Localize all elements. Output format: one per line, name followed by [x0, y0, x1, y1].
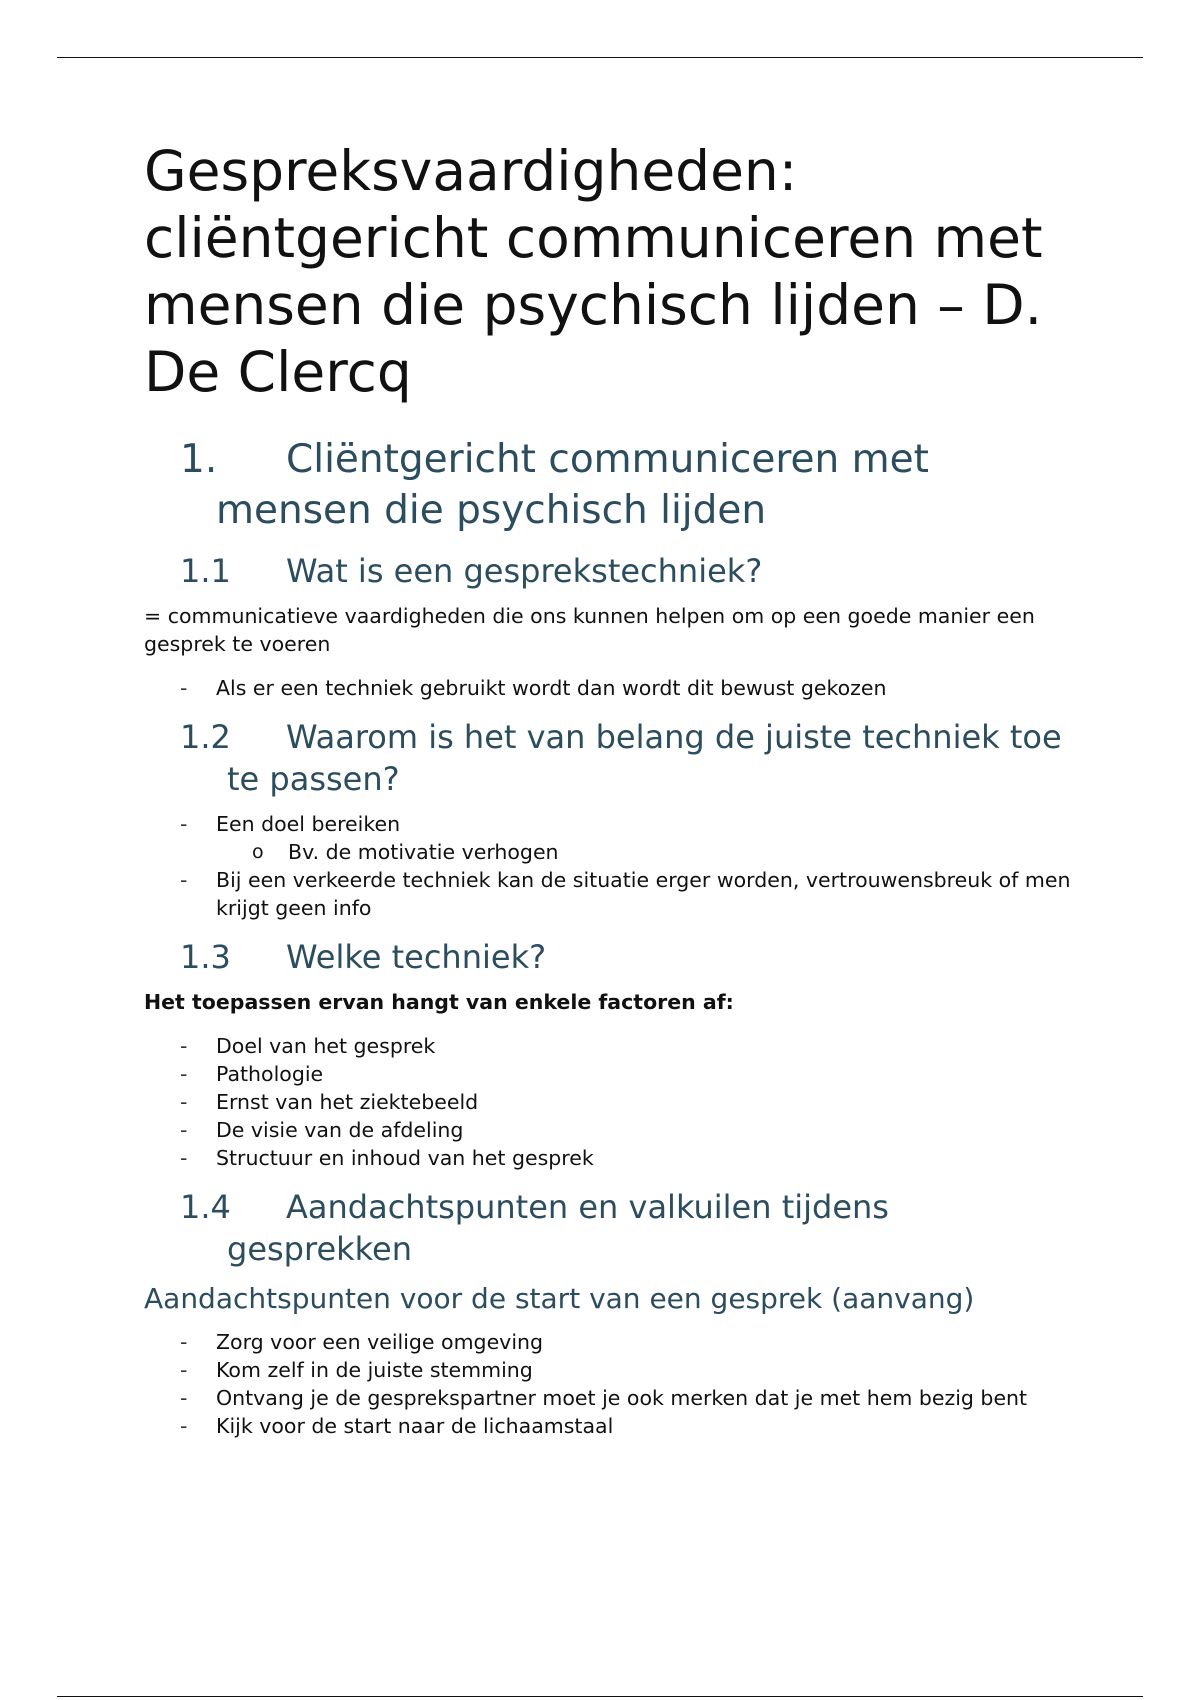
bullet-list — [144, 810, 1074, 922]
dash-marker: - — [180, 676, 188, 700]
dash-marker: - — [180, 1386, 188, 1410]
dash-marker: - — [180, 812, 188, 836]
section-title: Welke techniek? — [286, 938, 547, 976]
bullet-list — [144, 1328, 1074, 1440]
list-item — [144, 674, 1074, 702]
section-number: 1.3 — [180, 938, 231, 976]
dash-marker: - — [180, 1146, 188, 1170]
section-number: 1.4 — [180, 1188, 231, 1226]
section-title: Aandachtspunten en valkuilen tijdens gesprekken — [227, 1188, 889, 1268]
bullet-list — [144, 674, 1074, 702]
section-heading-1-4 — [180, 1186, 1074, 1270]
document-body — [144, 138, 1074, 1454]
dash-marker: - — [180, 868, 188, 892]
list-item — [144, 1328, 1074, 1356]
section-number: 1.1 — [180, 552, 231, 590]
footer-rule — [57, 1696, 1143, 1697]
list-item-text: Zorg voor een veilige omgeving — [216, 1330, 544, 1354]
list-item — [144, 1060, 1074, 1088]
section-title: Wat is een gesprekstechniek? — [286, 552, 763, 590]
list-item-text: Kijk voor de start naar de lichaamstaal — [216, 1414, 614, 1438]
dash-marker: - — [180, 1118, 188, 1142]
section-number: 1.2 — [180, 718, 231, 756]
list-item — [144, 1032, 1074, 1060]
section-heading-1-2 — [180, 716, 1074, 800]
list-item-text: Kom zelf in de juiste stemming — [216, 1358, 533, 1382]
dash-marker: - — [180, 1414, 188, 1438]
list-item — [144, 1412, 1074, 1440]
list-item — [144, 1356, 1074, 1384]
subheading-aanvang: Aandachtspunten voor de start van een gesprek (aanvang) — [144, 1282, 975, 1315]
list-item-text: Als er een techniek gebruikt wordt dan wordt dit bewust gekozen — [216, 676, 887, 700]
section-title: Waarom is het van belang de juiste techniek toe te passen? — [227, 718, 1062, 798]
circle-marker: o — [252, 841, 264, 863]
list-item — [144, 1116, 1074, 1144]
document-title: Gespreksvaardigheden: cliëntgericht communiceren met mensen die psychisch lijden – D. De Clercq — [144, 139, 1043, 404]
list-item-text: Pathologie — [216, 1062, 324, 1086]
dash-marker: - — [180, 1330, 188, 1354]
chapter-number: 1. — [180, 437, 218, 482]
chapter-title: Cliëntgericht communiceren met mensen die psychisch lijden — [216, 437, 929, 533]
dash-marker: - — [180, 1358, 188, 1382]
list-item — [144, 866, 1074, 922]
list-item-text: Doel van het gesprek — [216, 1034, 436, 1058]
list-item-text: Bv. de motivatie verhogen — [288, 840, 559, 864]
dash-marker: - — [180, 1034, 188, 1058]
bullet-list — [144, 1032, 1074, 1172]
list-item-text: Structuur en inhoud van het gesprek — [216, 1146, 594, 1170]
list-item-text: Een doel bereiken — [216, 812, 401, 836]
dash-marker: - — [180, 1090, 188, 1114]
sub-list — [216, 838, 1074, 866]
list-item — [144, 1384, 1074, 1412]
list-item — [144, 810, 1074, 866]
list-item — [144, 1088, 1074, 1116]
section-heading-1-1 — [180, 550, 1074, 592]
sub-list-item — [216, 838, 1074, 866]
chapter-heading — [180, 434, 1074, 536]
definition-paragraph: = communicatieve vaardigheden die ons kunnen helpen om op een goede manier een gesprek te voeren — [144, 604, 1035, 656]
section-heading-1-3 — [180, 936, 1074, 978]
list-item-text: Ontvang je de gesprekspartner moet je ook merken dat je met hem bezig bent — [216, 1386, 1028, 1410]
header-rule — [57, 57, 1143, 58]
list-item-text: Ernst van het ziektebeeld — [216, 1090, 479, 1114]
list-item — [144, 1144, 1074, 1172]
list-item-text: De visie van de afdeling — [216, 1118, 464, 1142]
dash-marker: - — [180, 1062, 188, 1086]
factors-lead: Het toepassen ervan hangt van enkele factoren af: — [144, 990, 734, 1014]
list-item-text: Bij een verkeerde techniek kan de situatie erger worden, vertrouwensbreuk of men krijgt geen info — [216, 868, 1071, 920]
